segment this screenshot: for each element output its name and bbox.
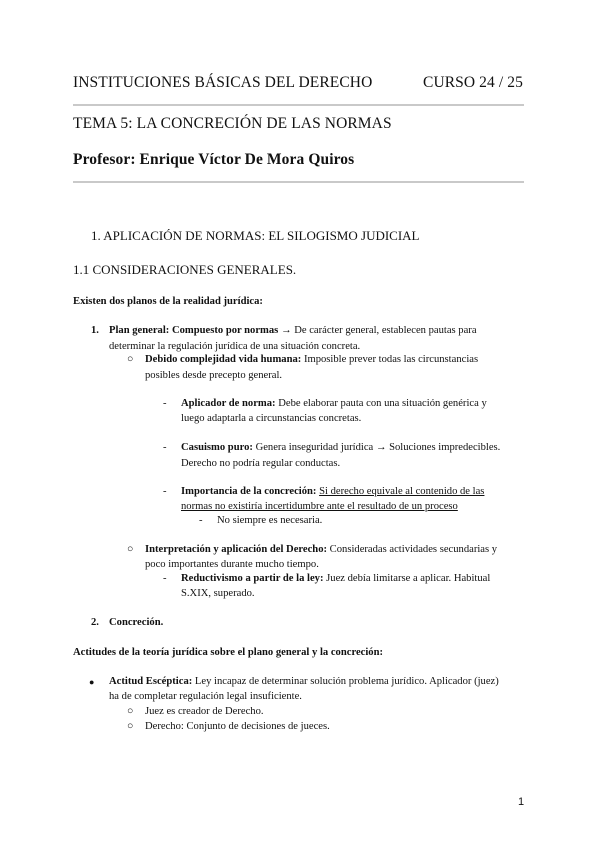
bullet-circle-icon: ○ [127, 354, 134, 365]
header-rule-1 [73, 104, 524, 106]
plan-general-text: → De carácter general, establecen pautas para [278, 325, 477, 336]
complejidad-text-cont: posibles desde precepto general. [145, 370, 283, 381]
actitud-esceptica-text-cont: ha de completar regulación legal insuficiente. [109, 691, 302, 702]
interpretacion-label: Interpretación y aplicación del Derecho: [145, 544, 328, 555]
dash-marker: - [163, 398, 167, 409]
list-number: 2. [91, 617, 99, 628]
actitud-esceptica-text: Ley incapaz de determinar solución problema jurídico. Aplicador (juez) [192, 676, 499, 687]
concrecion-item: Concreción. [109, 617, 164, 628]
course-title: INSTITUCIONES BÁSICAS DEL DERECHO [73, 74, 373, 91]
page-number: 1 [518, 796, 525, 808]
aplicador-text-cont: luego adaptarla a circunstancias concretas. [181, 413, 362, 424]
casuismo-text: Genera inseguridad jurídica → Soluciones impredecibles. [252, 442, 501, 453]
plan-general-text-cont: determinar la regulación jurídica de una situación concreta. [109, 341, 361, 352]
casuismo-text-cont: Derecho no podría regular conductas. [181, 458, 341, 469]
dash-marker: - [163, 573, 167, 584]
aplicador-label: Aplicador de norma: [181, 398, 276, 409]
list-number: 1. [91, 325, 99, 336]
plan-general-label: Plan general: Compuesto por normas [109, 325, 279, 336]
actitud-esceptica-label: Actitud Escéptica: [109, 676, 193, 687]
bullet-circle-icon: ○ [127, 544, 134, 555]
no-siempre-item: No siempre es necesaria. [217, 515, 323, 526]
dash-marker: - [163, 486, 167, 497]
section-heading: 1. APLICACIÓN DE NORMAS: EL SILOGISMO JUDICIAL [91, 228, 420, 243]
complejidad-text: Imposible prever todas las circunstancias [301, 354, 479, 365]
reductivismo-label: Reductivismo a partir de la ley: [181, 573, 324, 584]
topic-title: TEMA 5: LA CONCRECIÓN DE LAS NORMAS [73, 115, 392, 132]
complejidad-label: Debido complejidad vida humana: [145, 354, 302, 365]
header-rule-2 [73, 181, 524, 183]
actitud-esceptica-item [109, 674, 499, 690]
interpretacion-text-cont: poco importantes durante mucho tiempo. [145, 559, 319, 570]
reductivismo-item [181, 571, 490, 587]
interpretacion-item [145, 542, 497, 558]
concrecion-importance-text: Si derecho equivale al contenido de las [319, 486, 485, 497]
intro-text: Existen dos planos de la realidad jurídica: [73, 296, 263, 307]
actitudes-heading: Actitudes de la teoría jurídica sobre el plano general y la concreción: [73, 647, 384, 658]
professor-line: Profesor: Enrique Víctor De Mora Quiros [73, 151, 355, 168]
plan-general-item [109, 323, 477, 339]
derecho-decisiones-item: Derecho: Conjunto de decisiones de jueces. [145, 721, 330, 732]
reductivismo-text: Juez debía limitarse a aplicar. Habitual [323, 573, 491, 584]
juez-creador-item: Juez es creador de Derecho. [145, 706, 264, 717]
concrecion-importance-text-cont: normas no existiría incertidumbre ante el resultado de un proceso [181, 501, 458, 512]
complejidad-item [145, 352, 478, 368]
bullet-circle-icon: ○ [127, 721, 134, 732]
aplicador-text: Debe elaborar pauta con una situación genérica y [275, 398, 487, 409]
casuismo-item [181, 440, 500, 456]
casuismo-label: Casuismo puro: [181, 442, 253, 453]
concrecion-importance-label: Importancia de la concreción: [181, 486, 317, 497]
subsection-heading: 1.1 CONSIDERACIONES GENERALES. [73, 262, 297, 277]
dash-marker: - [199, 515, 203, 526]
interpretacion-text: Consideradas actividades secundarias y [327, 544, 498, 555]
dash-marker: - [163, 442, 167, 453]
aplicador-item [181, 396, 487, 412]
bullet-disc-icon: ● [89, 677, 95, 687]
bullet-circle-icon: ○ [127, 706, 134, 717]
course-year: CURSO 24 / 25 [423, 74, 523, 91]
concrecion-importance-item [181, 484, 484, 500]
reductivismo-text-cont: S.XIX, superado. [181, 588, 255, 599]
